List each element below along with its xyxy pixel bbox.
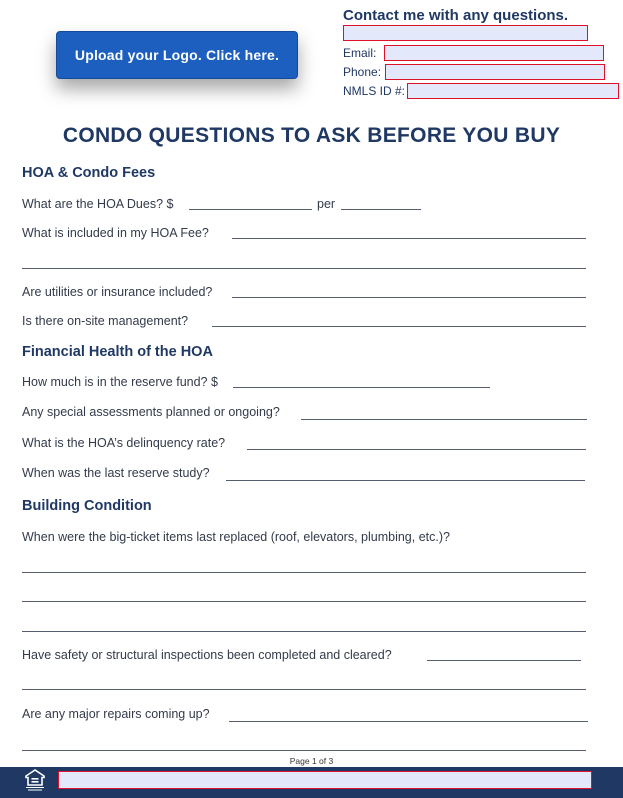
question-replaced: When were the big-ticket items last replaced (roof, elevators, plumbing, etc.)?	[22, 530, 450, 544]
document-title: CONDO QUESTIONS TO ASK BEFORE YOU BUY	[62, 124, 561, 147]
contact-title: Contact me with any questions.	[343, 7, 569, 24]
nmls-field[interactable]	[407, 83, 619, 99]
phone-label: Phone:	[343, 65, 382, 79]
email-label: Email:	[343, 46, 377, 60]
answer-line-assessments[interactable]	[301, 419, 587, 420]
answer-line-reserve[interactable]	[233, 387, 490, 388]
answer-line-repairs[interactable]	[229, 721, 588, 722]
equal-housing-lender-icon	[24, 768, 46, 792]
question-utilities: Are utilities or insurance included?	[22, 285, 213, 299]
section-heading-building: Building Condition	[22, 498, 152, 514]
question-included: What is included in my HOA Fee?	[22, 226, 209, 240]
answer-line-replaced-3[interactable]	[22, 631, 586, 632]
question-repairs: Are any major repairs coming up?	[22, 707, 210, 721]
answer-line-management[interactable]	[212, 326, 586, 327]
answer-line-replaced-2[interactable]	[22, 601, 586, 602]
question-study: When was the last reserve study?	[22, 466, 210, 480]
question-delinquency: What is the HOA’s delinquency rate?	[22, 436, 226, 450]
nmls-label: NMLS ID #:	[343, 84, 406, 98]
name-field[interactable]	[343, 25, 588, 41]
question-dues: What are the HOA Dues? $	[22, 197, 174, 211]
question-management: Is there on-site management?	[22, 314, 189, 328]
answer-line-dues[interactable]	[189, 209, 312, 210]
section-heading-hoa: HOA & Condo Fees	[22, 165, 156, 181]
question-dues-per: per	[317, 197, 336, 211]
answer-line-inspections[interactable]	[427, 660, 581, 661]
answer-line-replaced-1[interactable]	[22, 572, 586, 573]
question-inspections: Have safety or structural inspections been completed and cleared?	[22, 648, 392, 662]
phone-field[interactable]	[385, 64, 605, 80]
answer-line-study[interactable]	[226, 480, 585, 481]
question-assessments: Any special assessments planned or ongoing?	[22, 405, 280, 419]
question-reserve: How much is in the reserve fund? $	[22, 375, 218, 389]
upload-logo-button[interactable]: Upload your Logo. Click here.	[56, 31, 298, 79]
answer-line-utilities[interactable]	[232, 297, 586, 298]
answer-line-delinquency[interactable]	[247, 449, 586, 450]
footer-disclaimer-field[interactable]	[58, 771, 592, 789]
email-field[interactable]	[384, 45, 604, 61]
section-heading-financial: Financial Health of the HOA	[22, 344, 213, 360]
answer-line-included[interactable]	[232, 238, 586, 239]
answer-line-repairs-2[interactable]	[22, 750, 586, 751]
answer-line-inspections-2[interactable]	[22, 689, 586, 690]
answer-line-dues-per[interactable]	[341, 209, 421, 210]
page-number: Page 1 of 3	[289, 756, 334, 766]
answer-line-included-2[interactable]	[22, 268, 586, 269]
